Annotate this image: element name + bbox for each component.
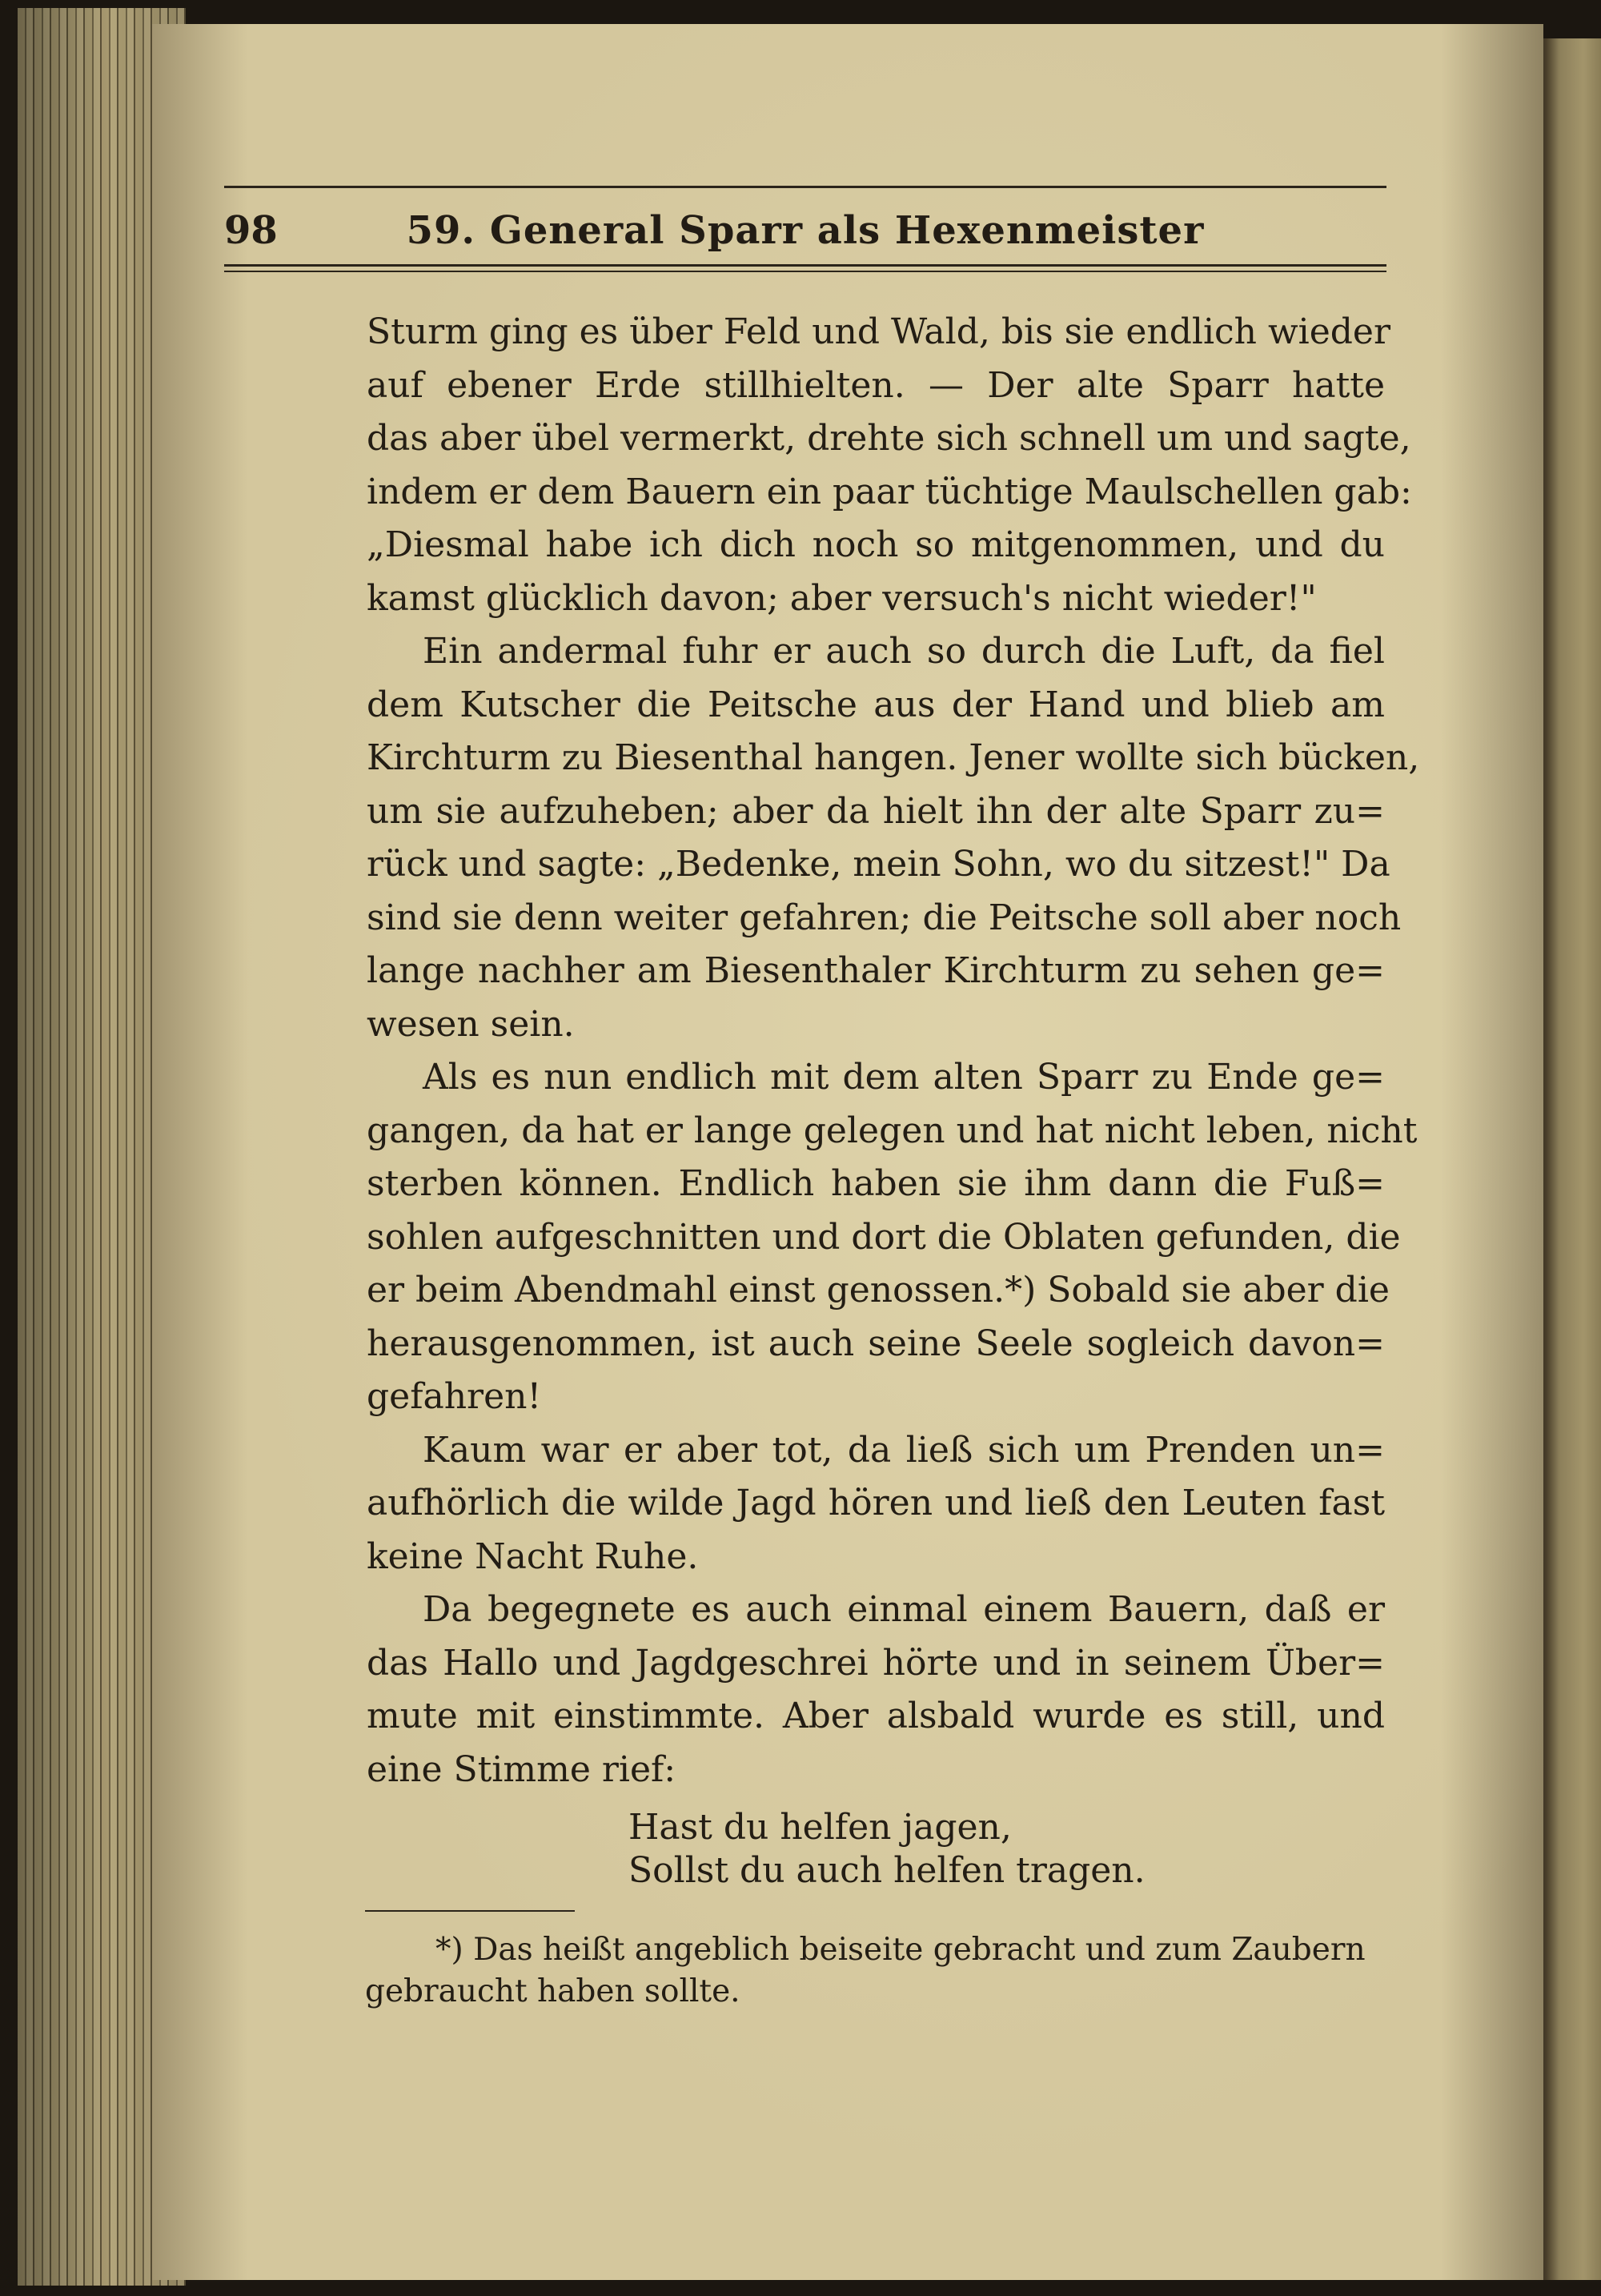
text-line: „Diesmal habe ich dich noch so mitgenommen, und du (367, 524, 1385, 565)
text-line: Ein andermal fuhr er auch so durch die Luft, da fiel (423, 631, 1385, 672)
paragraph-5 (367, 1584, 1385, 1796)
text-line: Kaum war er aber tot, da ließ sich um Prenden un= (423, 1429, 1385, 1471)
text-line: wesen sein. (367, 1003, 575, 1045)
text-line: Da begegnete es auch einmal einem Bauern, daß er (423, 1589, 1385, 1630)
verse-block (628, 1806, 1146, 1893)
text-line: dem Kutscher die Peitsche aus der Hand und blieb am (367, 684, 1385, 725)
text-line: gefahren! (367, 1376, 542, 1417)
text-line: gangen, da hat er lange gelegen und hat nicht leben, nicht (367, 1110, 1418, 1151)
text-line: Als es nun endlich mit dem alten Sparr zu Ende ge= (423, 1057, 1385, 1098)
header-rule-bottom (224, 264, 1386, 267)
paragraph-4 (367, 1424, 1385, 1584)
header-rule-top (224, 186, 1386, 188)
text-line: sohlen aufgeschnitten und dort die Oblaten gefunden, die (367, 1216, 1401, 1258)
text-line: sterben können. Endlich haben sie ihm dann die Fuß= (367, 1163, 1385, 1204)
footnote-line: gebraucht haben sollte. (365, 1973, 740, 2009)
text-line: herausgenommen, ist auch seine Seele sogleich davon= (367, 1323, 1385, 1364)
text-line: indem er dem Bauern ein paar tüchtige Maulschellen gab: (367, 471, 1412, 512)
text-line: das aber übel vermerkt, drehte sich schnell um und sagte, (367, 418, 1411, 459)
footnote (365, 1929, 1382, 2013)
text-line: mute mit einstimmte. Aber alsbald wurde es still, und (367, 1696, 1385, 1736)
text-line: eine Stimme rief: (367, 1748, 676, 1790)
text-line: keine Nacht Ruhe. (367, 1535, 699, 1577)
text-line: er beim Abendmahl einst genossen.*) Sobald sie aber die (367, 1270, 1390, 1311)
footnote-line: *) Das heißt angeblich beiseite gebracht und zum Zaubern (435, 1932, 1366, 1968)
paragraph-2 (367, 625, 1420, 1051)
text-line: kamst glücklich davon; aber versuch's nicht wieder!" (367, 577, 1317, 619)
text-line: aufhörlich die wilde Jagd hören und ließ den Leuten fast (367, 1483, 1385, 1523)
text-line: das Hallo und Jagdgeschrei hörte und in seinem Über= (367, 1642, 1385, 1684)
running-head (224, 186, 1386, 272)
paragraph-1 (367, 306, 1412, 625)
text-line: Sturm ging es über Feld und Wald, bis sie endlich wieder (367, 311, 1391, 352)
text-line: um sie aufzuheben; aber da hielt ihn der alte Sparr zu= (367, 790, 1385, 832)
body-text (367, 306, 1420, 1796)
chapter-title: 59. General Sparr als Hexenmeister (406, 208, 1205, 253)
next-page-edge (1535, 38, 1601, 2280)
page-number: 98 (224, 208, 278, 253)
text-line: Kirchturm zu Biesenthal hangen. Jener wollte sich bücken, (367, 737, 1420, 778)
paragraph-3 (367, 1051, 1418, 1424)
text-line: lange nachher am Biesenthaler Kirchturm zu sehen ge= (367, 950, 1385, 991)
text-line: auf ebener Erde stillhielten. — Der alte Sparr hatte (367, 364, 1385, 406)
text-line: sind sie denn weiter gefahren; die Peitsche soll aber noch (367, 897, 1402, 938)
verse-line: Hast du helfen jagen, (628, 1807, 1012, 1848)
header-rule-bottom-thin (224, 271, 1386, 272)
verse-line: Sollst du auch helfen tragen. (628, 1850, 1146, 1891)
footnote-rule (365, 1910, 575, 1912)
text-line: rück und sagte: „Bedenke, mein Sohn, wo du sitzest!" Da (367, 844, 1390, 885)
